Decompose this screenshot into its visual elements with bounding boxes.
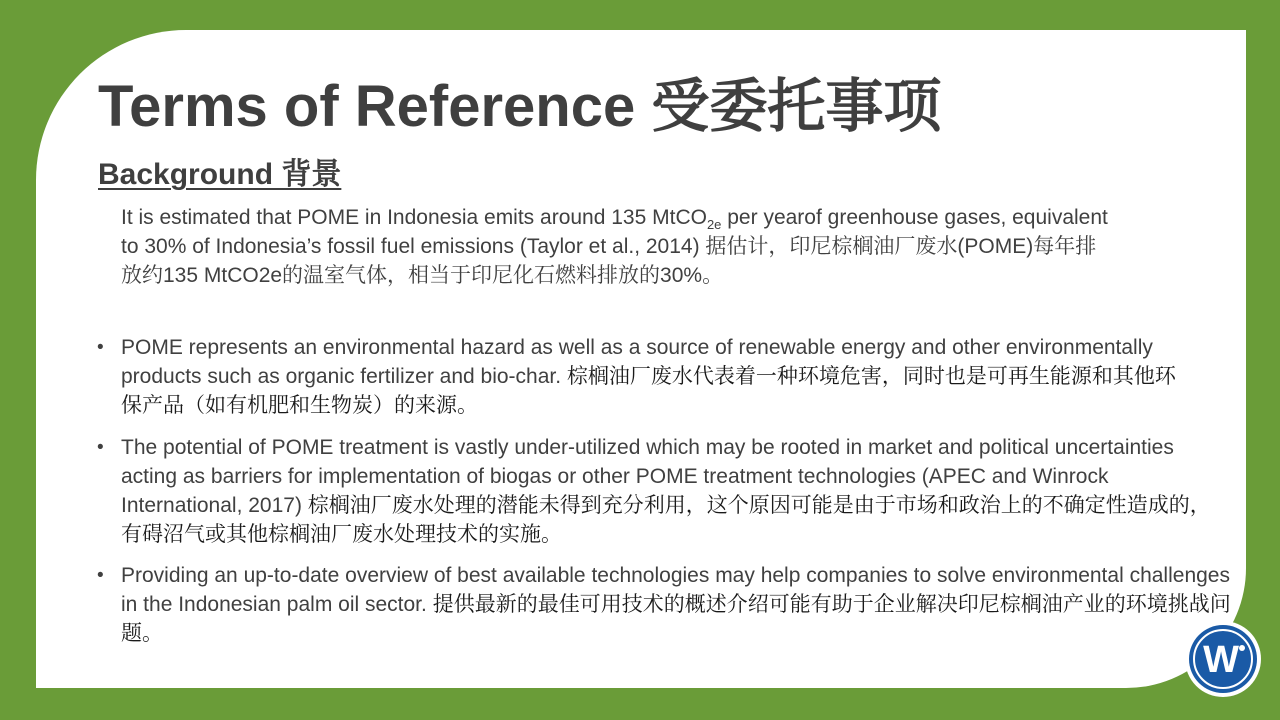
- winrock-logo: [1184, 620, 1262, 698]
- intro-paragraph: [121, 203, 1111, 290]
- bullet-text-en: The potential of POME treatment is vastly under-utilized which may be rooted in market and political uncertainties acting as barriers for implementation of biogas or other POME treatment technologies (APEC and Winrock International, 2017): [121, 436, 1174, 517]
- bullet-marker: •: [97, 565, 104, 586]
- bullet-text-zh: 棕榈油厂废水处理的潜能未得到充分利用，这个原因可能是由于市场和政治上的不确定性造成的，有碍沼气或其他棕榈油厂废水处理技术的实施。: [121, 494, 1211, 546]
- bullet-text-en: POME represents an environmental hazard as well as a source of renewable energy and other environmentally products such as organic fertilizer and bio-char.: [121, 336, 1153, 388]
- co2-subscript: 2e: [706, 217, 722, 233]
- bullet-marker: •: [97, 437, 104, 458]
- slide-title: Terms of Reference 受委托事项: [98, 74, 942, 139]
- intro-text-start: It is estimated that POME in Indonesia emits around 135 MtCO: [121, 206, 707, 229]
- section-heading: Background 背景: [98, 158, 342, 191]
- bullet-item-potential: [121, 433, 1216, 549]
- bullet-text-zh: 棕榈油厂废水代表着一种环境危害，同时也是可再生能源和其他环保产品（如有机肥和生物炭）的来源。: [121, 365, 1176, 417]
- bullet-marker: •: [97, 337, 104, 358]
- bullet-text-en: Providing an up-to-date overview of best available technologies may help companies to solve environmental challenges in the Indonesian palm oil sector.: [121, 564, 1230, 616]
- bullet-item-renewable: [121, 333, 1196, 420]
- intro-text-rest: per yearof greenhouse gases, equivalent to 30% of Indonesia’s fossil fuel emissions (Taylor et al., 2014) 据估计，印尼棕榈油厂废水(POME)每年排放约135 MtCO2e的温室气体，相当于印尼化石燃料排放的30%。: [121, 206, 1108, 287]
- bullet-text-zh: 提供最新的最佳可用技术的概述介绍可能有助于企业解决印尼棕榈油产业的环境挑战问题。: [121, 593, 1231, 645]
- bullet-item-overview: [121, 561, 1241, 648]
- logo-letter: W: [1203, 639, 1239, 681]
